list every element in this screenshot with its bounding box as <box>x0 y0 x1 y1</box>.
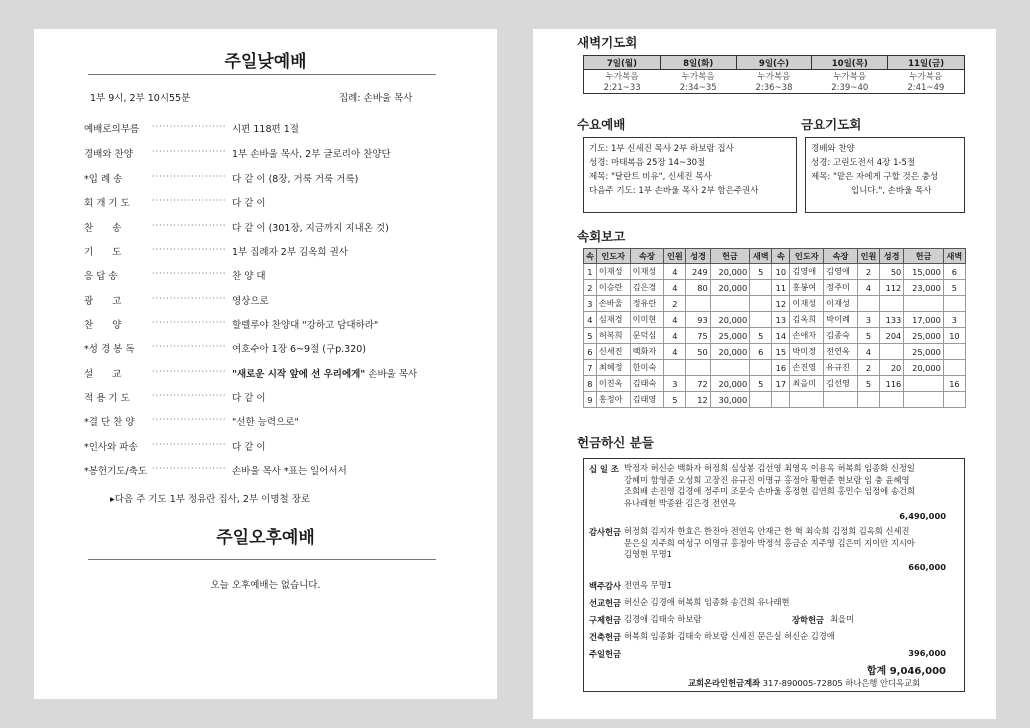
group-cell <box>857 296 879 312</box>
order-item-name: 적 용 기 도 <box>84 393 130 404</box>
group-cell <box>710 360 750 376</box>
group-cell: 80 <box>686 280 710 296</box>
order-item <box>84 171 484 187</box>
order-item-name: 경배와 찬양 <box>84 149 133 160</box>
group-cell: 20,000 <box>904 360 944 376</box>
group-cell: 72 <box>686 376 710 392</box>
table-row <box>584 344 966 360</box>
order-item-value: 찬 양 대 <box>232 271 266 282</box>
group-cell: 20,000 <box>710 344 750 360</box>
dawn-day-header: 8일(화) <box>660 56 736 70</box>
group-cell: 7 <box>584 360 597 376</box>
group-cell: 2 <box>857 360 879 376</box>
group-cell: 17 <box>772 376 790 392</box>
tithe-amount: 6,490,000 <box>899 511 946 521</box>
table-row <box>584 328 966 344</box>
group-cell <box>824 392 858 408</box>
group-header-cell: 헌금 <box>904 249 944 264</box>
order-item <box>84 390 484 406</box>
account-info <box>688 678 920 690</box>
group-report-table <box>583 248 966 408</box>
order-item-value: 영상으로 <box>232 296 269 307</box>
order-item-value: 1부 손바울 목사, 2부 글로리아 찬양단 <box>232 149 391 160</box>
order-item-dots: ····················· <box>152 440 227 449</box>
thanks-amount: 660,000 <box>908 562 946 572</box>
dawn-book: 누가복음 <box>833 72 867 82</box>
tithe-names-line: 박정자 허신순 백화자 허정희 심상봉 김선영 최영옥 이용옥 허복희 임종화 신정일 <box>624 463 915 473</box>
group-header-cell: 새벽 <box>750 249 772 264</box>
sermon-title: "새로운 시작 앞에 선 우리에게" <box>232 369 366 380</box>
group-cell: 5 <box>857 328 879 344</box>
group-header-cell: 인원 <box>857 249 879 264</box>
group-cell: 4 <box>664 264 686 280</box>
group-cell: 홍정아 <box>596 392 630 408</box>
title-divider <box>88 74 436 75</box>
group-cell: 25,000 <box>904 328 944 344</box>
order-item <box>84 121 484 137</box>
left-page <box>34 29 497 699</box>
group-header-cell: 성경 <box>880 249 904 264</box>
group-header-cell: 속 <box>584 249 597 264</box>
tithe-names-line: 강혜미 함영준 오성희 고장진 유규진 이명규 홍정아 황현준 현보람 임 충 윤혜영 <box>624 474 910 485</box>
group-cell: 17,000 <box>904 312 944 328</box>
order-item-value: 다 같 이 <box>232 393 266 404</box>
group-cell: 김은경 <box>630 280 664 296</box>
table-row <box>584 264 966 280</box>
order-item-value: 시편 118편 1절 <box>232 124 299 135</box>
order-item-value: "선한 능력으로" <box>232 417 299 428</box>
group-cell: 6 <box>584 344 597 360</box>
table-row <box>584 376 966 392</box>
group-cell <box>750 280 772 296</box>
group-cell: 93 <box>686 312 710 328</box>
wednesday-sermon: 제목: "달란트 비유", 신세진 목사 <box>589 172 712 182</box>
order-item <box>84 414 484 430</box>
offering-box <box>583 458 965 692</box>
group-cell: 김종숙 <box>824 328 858 344</box>
group-cell: 이미현 <box>630 312 664 328</box>
dawn-day-header: 9일(수) <box>736 56 812 70</box>
group-cell: 3 <box>664 376 686 392</box>
thanks-names-line: 문은실 지주희 여성구 이명규 홍정아 박정석 홍금순 지주영 김은미 지이안 지시아 <box>624 537 915 548</box>
group-cell: 2 <box>584 280 597 296</box>
sunday-label: 주일헌금 <box>589 649 622 659</box>
group-cell <box>750 392 772 408</box>
dawn-verse: 2:41~49 <box>888 82 965 94</box>
order-item-dots: ····················· <box>152 122 227 131</box>
group-header-cell: 새벽 <box>943 249 965 264</box>
group-cell <box>943 360 965 376</box>
friday-sermon-cont: 입니다.", 손바울 목사 <box>851 186 932 196</box>
account-label: 교회온라인헌금계좌 <box>688 678 761 688</box>
order-item-value: 다 같 이 (301장, 지금까지 지내온 것) <box>232 223 389 234</box>
group-report-title: 속회보고 <box>577 229 626 244</box>
dawn-day-header: 10일(목) <box>812 56 888 70</box>
group-header-cell: 인원 <box>664 249 686 264</box>
order-item <box>84 195 484 211</box>
friday-prayer-title: 금요기도회 <box>801 117 862 132</box>
group-cell: 25,000 <box>710 328 750 344</box>
group-cell: 5 <box>943 280 965 296</box>
dawn-verse: 2:36~38 <box>736 82 812 94</box>
group-cell <box>880 296 904 312</box>
group-cell: 김영애 <box>824 264 858 280</box>
tithe-names-line: 조희배 손진영 김경애 정주미 조문숙 손바울 홍정현 김연희 홍민수 임정애 송건희 <box>624 486 915 496</box>
group-cell: 10 <box>772 264 790 280</box>
dawn-prayer-title: 새벽기도회 <box>577 35 638 50</box>
group-cell: 4 <box>664 312 686 328</box>
group-cell: 정주미 <box>824 280 858 296</box>
order-item-value: 손바울 목사 *표는 일어서서 <box>232 466 347 477</box>
order-item-name: *봉헌기도/축도 <box>84 466 148 477</box>
group-cell: 1 <box>584 264 597 280</box>
order-item <box>84 317 484 333</box>
dawn-day-header: 7일(월) <box>584 56 661 70</box>
relief-names: 김경애 김태숙 하보람 <box>624 614 702 624</box>
group-cell: 5 <box>584 328 597 344</box>
group-cell: 2 <box>664 296 686 312</box>
friday-scripture: 성경: 고린도전서 4장 1-5절 <box>811 158 916 168</box>
group-cell: 박미정 <box>790 344 824 360</box>
group-cell: 20,000 <box>710 264 750 280</box>
group-cell: 김선영 <box>824 376 858 392</box>
group-cell: 최을미 <box>790 376 824 392</box>
group-cell <box>857 392 879 408</box>
group-cell: 이진옥 <box>596 376 630 392</box>
group-cell: 이승란 <box>596 280 630 296</box>
group-cell: 20,000 <box>710 312 750 328</box>
friday-sermon: 제목: "맡은 자에게 구할 것은 충성 <box>811 172 939 182</box>
order-item-dots: ····················· <box>152 196 227 205</box>
group-cell: 6 <box>750 344 772 360</box>
order-item-dots: ····················· <box>152 367 227 376</box>
wednesday-prayer: 기도: 1부 신세진 목사 2부 하보람 집사 <box>589 144 734 154</box>
group-cell: 10 <box>943 328 965 344</box>
group-cell <box>904 376 944 392</box>
order-item-value: 다 같 이 <box>232 442 266 453</box>
group-cell: 11 <box>772 280 790 296</box>
group-cell: 4 <box>584 312 597 328</box>
wednesday-service-title: 수요예배 <box>577 117 626 132</box>
order-item-value: 여호수아 1장 6~9절 (구p.320) <box>232 344 366 355</box>
group-cell: 김옥희 <box>790 312 824 328</box>
group-cell: 이재성 <box>596 264 630 280</box>
group-cell: 5 <box>750 328 772 344</box>
group-cell: 손애자 <box>790 328 824 344</box>
table-row <box>584 312 966 328</box>
group-cell: 신세진 <box>596 344 630 360</box>
order-item-name: 회 개 기 도 <box>84 198 130 209</box>
order-item-value <box>232 366 417 380</box>
group-cell <box>750 296 772 312</box>
group-cell <box>904 392 944 408</box>
scholarship-label: 장학헌금 <box>792 615 825 625</box>
group-cell: 204 <box>880 328 904 344</box>
group-cell <box>772 392 790 408</box>
scholarship-names: 최을미 <box>830 614 855 624</box>
group-cell: 23,000 <box>904 280 944 296</box>
group-cell: 20,000 <box>710 376 750 392</box>
order-item-dots: ····················· <box>152 342 227 351</box>
order-item-name: 광 고 <box>84 296 122 307</box>
order-item-name: *결 단 찬 양 <box>84 417 135 428</box>
friday-worship: 경배와 찬양 <box>811 144 855 154</box>
service-times: 1부 9시, 2부 10시55분 <box>90 93 191 104</box>
order-item-name: 예배로의부름 <box>84 124 140 135</box>
group-cell: 249 <box>686 264 710 280</box>
group-cell: 최혜정 <box>596 360 630 376</box>
order-item-value: 다 같 이 (8장, 거룩 거룩 거룩) <box>232 174 359 185</box>
building-label: 건축헌금 <box>589 632 622 642</box>
thanks-names <box>624 526 915 561</box>
order-item <box>84 146 484 162</box>
thanks-label: 감사헌금 <box>589 527 622 537</box>
order-item-dots: ····················· <box>152 391 227 400</box>
group-cell: 16 <box>943 376 965 392</box>
order-item-value: 1부 집례자 2부 김옥희 권사 <box>232 247 348 258</box>
tithe-names <box>624 463 915 509</box>
group-cell <box>790 392 824 408</box>
friday-prayer-box <box>805 137 965 213</box>
building-names: 허복희 임종화 김태숙 하보람 신세진 문은실 허신순 김경애 <box>624 631 835 641</box>
table-row <box>584 280 966 296</box>
order-item-name: *인사와 파송 <box>84 442 138 453</box>
offering-title: 헌금하신 분들 <box>577 435 654 450</box>
next-week-prayer: ▸다음 주 기도 1부 정유란 집사, 2부 이명철 장로 <box>110 494 311 505</box>
group-cell: 손바울 <box>596 296 630 312</box>
order-item <box>84 244 484 260</box>
group-cell: 6 <box>943 264 965 280</box>
group-cell: 4 <box>664 344 686 360</box>
group-cell: 손진영 <box>790 360 824 376</box>
order-item-name: 응 답 송 <box>84 271 118 282</box>
preacher: 손바울 목사 <box>365 369 418 380</box>
order-item <box>84 293 484 309</box>
group-cell: 133 <box>880 312 904 328</box>
group-cell <box>686 360 710 376</box>
dawn-verse: 2:34~35 <box>660 82 736 94</box>
right-page <box>533 29 996 719</box>
group-header-cell: 속 <box>772 249 790 264</box>
morning-service-title: 주일낮예배 <box>224 52 307 72</box>
group-cell: 16 <box>772 360 790 376</box>
wednesday-next-prayer: 다음주 기도: 1부 손바울 목사 2부 함은주권사 <box>589 186 759 196</box>
dawn-verse: 2:39~40 <box>812 82 888 94</box>
thanks-names-line: 허정희 김지자 한효은 한진아 전연옥 안재근 한 혁 최숙희 김정희 김옥희 신세진 <box>624 526 910 536</box>
order-item-dots: ····················· <box>152 245 227 254</box>
order-item-dots: ····················· <box>152 294 227 303</box>
order-item <box>84 463 484 479</box>
order-item-name: 찬 양 <box>84 320 122 331</box>
dawn-book: 누가복음 <box>757 72 791 82</box>
group-cell: 3 <box>857 312 879 328</box>
group-header-cell: 속장 <box>824 249 858 264</box>
order-item-dots: ····················· <box>152 147 227 156</box>
tithe-label: 십 일 조 <box>589 464 619 474</box>
group-cell: 이재성 <box>630 264 664 280</box>
group-header-cell: 헌금 <box>710 249 750 264</box>
mission-names: 허신순 김경애 허복희 임종화 송건희 유나래현 <box>624 597 790 607</box>
dawn-prayer-table <box>583 55 965 94</box>
group-cell <box>686 296 710 312</box>
group-header-cell: 성경 <box>686 249 710 264</box>
group-cell <box>750 312 772 328</box>
order-item-dots: ····················· <box>152 269 227 278</box>
thanks-names-line: 김영현 무명1 <box>624 549 672 559</box>
relief-label: 구제헌금 <box>589 615 622 625</box>
order-item-name: *성 경 봉 독 <box>84 344 135 355</box>
mission-label: 선교헌금 <box>589 598 622 608</box>
total-amount: 합계 9,046,000 <box>866 666 946 677</box>
dawn-verse: 2:21~33 <box>584 82 661 94</box>
group-cell: 백화자 <box>630 344 664 360</box>
order-item <box>84 341 484 357</box>
group-cell: 김태영 <box>630 392 664 408</box>
group-cell: 15,000 <box>904 264 944 280</box>
group-cell: 이재성 <box>790 296 824 312</box>
group-cell: 4 <box>857 280 879 296</box>
group-cell: 116 <box>880 376 904 392</box>
group-header-cell: 인도자 <box>790 249 824 264</box>
group-cell <box>904 296 944 312</box>
group-cell: 전연옥 <box>824 344 858 360</box>
group-cell: 30,000 <box>710 392 750 408</box>
group-cell: 20 <box>880 360 904 376</box>
dawn-day-header: 11일(금) <box>888 56 965 70</box>
group-header-cell: 인도자 <box>596 249 630 264</box>
group-cell: 유규진 <box>824 360 858 376</box>
group-cell: 20,000 <box>710 280 750 296</box>
group-cell: 75 <box>686 328 710 344</box>
dawn-book: 누가복음 <box>888 70 965 83</box>
table-row <box>584 296 966 312</box>
group-cell <box>880 344 904 360</box>
afternoon-note: 오늘 오후예배는 없습니다. <box>210 580 321 591</box>
group-cell <box>710 296 750 312</box>
sunday-amount: 396,000 <box>908 648 946 658</box>
group-cell <box>943 344 965 360</box>
wednesday-service-box <box>583 137 797 213</box>
baek-names: 전연옥 무명1 <box>624 580 672 590</box>
group-cell: 허복희 <box>596 328 630 344</box>
wednesday-scripture: 성경: 마태복음 25장 14~30절 <box>589 158 706 168</box>
group-cell: 14 <box>772 328 790 344</box>
group-cell: 5 <box>750 376 772 392</box>
order-item-value: 다 같 이 <box>232 198 266 209</box>
order-item-dots: ····················· <box>152 464 227 473</box>
group-cell <box>750 360 772 376</box>
order-item-name: 찬 송 <box>84 223 122 234</box>
dawn-book: 누가복음 <box>681 72 715 82</box>
group-cell: 박이례 <box>824 312 858 328</box>
group-cell <box>664 360 686 376</box>
group-cell <box>943 296 965 312</box>
account-number: 317-890005-72805 하나은행 안디옥교회 <box>762 678 921 688</box>
afternoon-service-title: 주일오후예배 <box>216 528 315 548</box>
order-item-dots: ····················· <box>152 318 227 327</box>
tithe-names-line: 유나래현 박종완 김은경 전연옥 <box>624 497 737 508</box>
group-cell: 3 <box>584 296 597 312</box>
group-cell: 50 <box>880 264 904 280</box>
baek-label: 백주감사 <box>589 581 622 591</box>
table-row <box>584 392 966 408</box>
celebrant: 집례: 손바울 목사 <box>339 93 413 104</box>
order-item-dots: ····················· <box>152 415 227 424</box>
group-cell <box>943 392 965 408</box>
group-cell: 25,000 <box>904 344 944 360</box>
group-cell: 12 <box>686 392 710 408</box>
group-cell: 홍봉여 <box>790 280 824 296</box>
group-cell: 15 <box>772 344 790 360</box>
group-cell: 13 <box>772 312 790 328</box>
group-cell: 12 <box>772 296 790 312</box>
group-cell: 50 <box>686 344 710 360</box>
order-item <box>84 268 484 284</box>
group-cell: 이재성 <box>824 296 858 312</box>
order-item-dots: ····················· <box>152 221 227 230</box>
group-cell: 5 <box>750 264 772 280</box>
group-cell: 문덕심 <box>630 328 664 344</box>
group-cell: 김태숙 <box>630 376 664 392</box>
group-cell: 5 <box>664 392 686 408</box>
group-cell: 4 <box>664 328 686 344</box>
dawn-book: 누가복음 <box>584 70 661 83</box>
group-cell: 4 <box>857 344 879 360</box>
table-row <box>584 360 966 376</box>
group-cell: 2 <box>857 264 879 280</box>
order-item-name: 기 도 <box>84 247 122 258</box>
group-cell: 8 <box>584 376 597 392</box>
group-cell: 3 <box>943 312 965 328</box>
group-cell: 한미숙 <box>630 360 664 376</box>
order-item <box>84 439 484 455</box>
afternoon-divider <box>88 559 436 560</box>
group-cell: 112 <box>880 280 904 296</box>
group-cell: 김영애 <box>790 264 824 280</box>
order-item <box>84 220 484 236</box>
group-cell: 심재경 <box>596 312 630 328</box>
order-item-dots: ····················· <box>152 172 227 181</box>
group-cell <box>880 392 904 408</box>
order-item-value: 할렐루야 찬양대 "강하고 담대하라" <box>232 320 379 331</box>
group-cell: 5 <box>857 376 879 392</box>
group-cell: 4 <box>664 280 686 296</box>
order-item-name: *입 례 송 <box>84 174 123 185</box>
order-item <box>84 366 484 382</box>
order-item-name: 설 교 <box>84 369 122 380</box>
group-header-cell: 속장 <box>630 249 664 264</box>
group-cell: 9 <box>584 392 597 408</box>
group-cell: 정유란 <box>630 296 664 312</box>
